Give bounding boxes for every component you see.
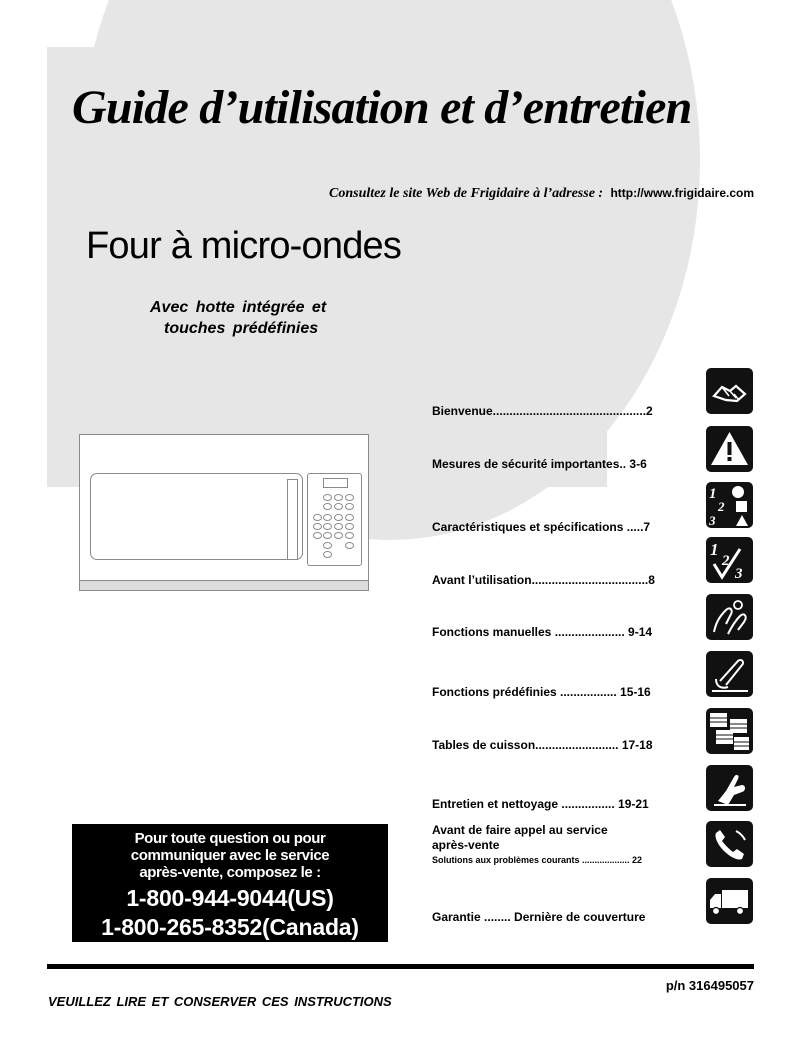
product-title: Four à micro-ondes <box>86 225 402 267</box>
svg-text:1: 1 <box>710 540 719 559</box>
product-subtitle <box>150 297 355 339</box>
part-number: p/n 316495057 <box>665 978 754 993</box>
phone-icon <box>706 821 753 867</box>
toc-entry-welcome[interactable]: Bienvenue..............................................2 <box>432 404 653 418</box>
svg-text:3: 3 <box>735 566 743 582</box>
microwave-keypad-button <box>323 494 332 501</box>
contact-box <box>72 824 388 942</box>
toc-entry-service[interactable]: Avant de faire appel au service après-vente Solutions aux problèmes courants ................... 22 <box>432 823 643 865</box>
svg-text:1: 1 <box>709 486 717 502</box>
microwave-keypad-button <box>323 542 332 549</box>
microwave-door <box>90 473 303 560</box>
toc-entry-cleaning[interactable]: Entretien et nettoyage ................ 19-21 <box>432 797 649 811</box>
warning-icon <box>706 426 753 472</box>
microwave-keypad-button <box>345 503 354 510</box>
phone-us[interactable]: 1-800-944-9044(US) <box>126 885 334 911</box>
toc-entry-before-use[interactable]: Avant l’utilisation...................................8 <box>432 573 655 587</box>
svg-text:3: 3 <box>709 513 716 528</box>
shapes-steps-icon <box>706 482 753 528</box>
toc-entry-warranty[interactable]: Garantie ........ Dernière de couverture <box>432 910 646 924</box>
checklist-steps-icon <box>706 537 753 583</box>
contact-text: communiquer avec le service <box>130 847 330 864</box>
microwave-display <box>323 478 348 488</box>
contact-text: Pour toute question ou pour <box>134 830 326 847</box>
hands-icon <box>706 594 753 640</box>
microwave-keypad-button <box>323 514 332 521</box>
svg-text:2: 2 <box>722 553 730 569</box>
microwave-keypad-button <box>334 523 343 530</box>
microwave-keypad-button <box>345 494 354 501</box>
cleaning-hand-icon <box>706 765 753 811</box>
microwave-keypad-button <box>334 494 343 501</box>
toc-entry-features[interactable]: Caractéristiques et spécifications .....7 <box>432 520 651 534</box>
contact-text: après-vente, composez le : <box>139 864 321 881</box>
phone-canada[interactable]: 1-800-265-8352(Canada) <box>101 914 359 940</box>
microwave-keypad-button <box>334 514 343 521</box>
microwave-keypad-button <box>345 542 354 549</box>
microwave-keypad-button <box>323 532 332 539</box>
footer-instructions: VEUILLEZ LIRE ET CONSERVER CES INSTRUCTIONS <box>48 994 392 1009</box>
toc-entry-preset-functions[interactable]: Fonctions prédéfinies ................. 15-16 <box>432 685 651 699</box>
microwave-keypad-button <box>313 523 322 530</box>
divider <box>47 964 754 969</box>
microwave-keypad-button <box>334 532 343 539</box>
microwave-keypad-button <box>345 523 354 530</box>
website-label: Consultez le site Web de Frigidaire à l’adresse : <box>329 186 604 201</box>
toc-entry-manual-functions[interactable]: Fonctions manuelles ..................... 9-14 <box>432 625 653 639</box>
microwave-base <box>80 580 368 590</box>
microwave-keypad-button <box>323 523 332 530</box>
truck-icon <box>706 878 753 924</box>
svg-text:2: 2 <box>718 499 725 514</box>
microwave-keypad-button <box>345 514 354 521</box>
subtitle-line: touches prédéfinies <box>164 320 319 337</box>
page-title: Guide d’utilisation et d’entretien <box>72 81 692 134</box>
website-line <box>329 186 754 202</box>
handshake-icon <box>706 368 753 414</box>
toc-entry-safety[interactable]: Mesures de sécurité importantes.. 3-6 <box>432 457 647 471</box>
toc-entry-cooking-tables[interactable]: Tables de cuisson......................... 17-18 <box>432 738 653 752</box>
microwave-keypad-button <box>323 503 332 510</box>
microwave-keypad-button <box>345 532 354 539</box>
microwave-handle <box>287 479 298 560</box>
microwave-keypad-button <box>313 532 322 539</box>
website-url[interactable]: http://www.frigidaire.com <box>610 186 754 200</box>
microwave-keypad-button <box>323 551 332 558</box>
microwave-illustration <box>79 434 369 591</box>
microwave-keypad-button <box>334 503 343 510</box>
microwave-keypad-button <box>313 514 322 521</box>
finger-touch-icon <box>706 651 753 697</box>
tables-icon <box>706 708 753 754</box>
subtitle-line: Avec hotte intégrée et <box>150 299 327 316</box>
